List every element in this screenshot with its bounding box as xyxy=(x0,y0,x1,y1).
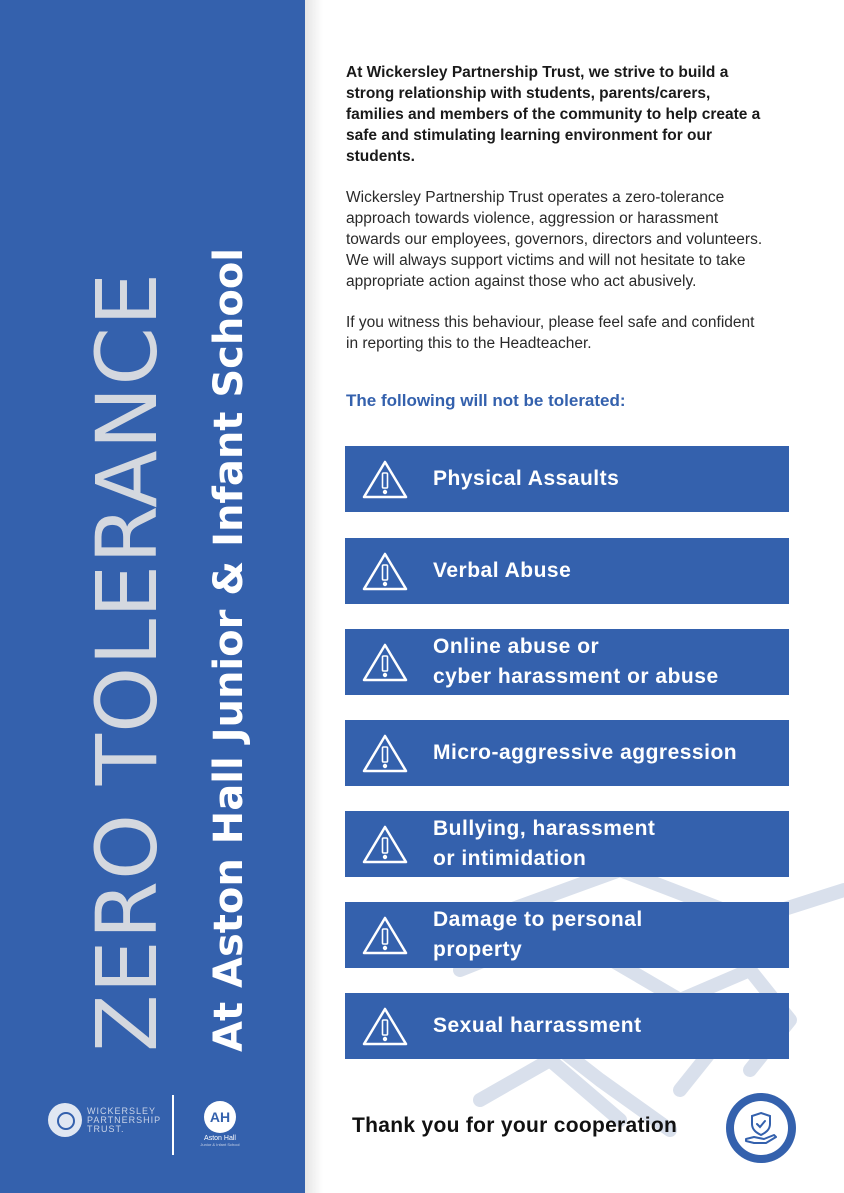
item-label: Micro-aggressive aggression xyxy=(433,741,738,764)
trust-logo-text: WICKERSLEY PARTNERSHIP TRUST. xyxy=(87,1105,162,1134)
list-item xyxy=(345,811,789,877)
item-label: Verbal Abuse xyxy=(433,559,572,582)
item-label: Bullying, harassment or intimidation xyxy=(433,817,656,870)
logo-divider xyxy=(172,1095,174,1155)
list-item xyxy=(345,902,789,968)
badge-inner xyxy=(734,1101,788,1155)
list-item xyxy=(345,993,789,1059)
zero-tolerance-title: ZERO TOLERANCE xyxy=(78,271,176,1052)
school-logo xyxy=(200,1101,240,1147)
trust-logo-icon xyxy=(48,1103,82,1137)
list-heading: The following will not be tolerated: xyxy=(346,391,626,410)
warning-icon xyxy=(361,1005,409,1047)
shield-hand-icon xyxy=(726,1093,796,1163)
item-label: Sexual harrassment xyxy=(433,1014,642,1037)
item-label: Online abuse or cyber harassment or abuse xyxy=(433,635,719,688)
warning-icon xyxy=(361,641,409,683)
panel-shadow xyxy=(305,0,323,1193)
thank-you-text: Thank you for your cooperation xyxy=(352,1114,678,1137)
list-item xyxy=(345,446,789,512)
warning-icon xyxy=(361,732,409,774)
intro-paragraph-3: If you witness this behaviour, please feel safe and confident in reporting this to the Headteacher. xyxy=(346,314,755,352)
school-logo-icon: AH xyxy=(204,1101,236,1133)
logo-bar xyxy=(48,1095,258,1155)
school-logo-sub: Junior & Infant School xyxy=(200,1142,240,1147)
school-subtitle: At Aston Hall Junior & Infant School xyxy=(206,247,252,1052)
intro-paragraph-2: Wickersley Partnership Trust operates a zero-tolerance approach towards violence, aggression or harassment towards our employees, governors, directors and volunteers. We will always support victims and will not hesitate to take appropriate action against those who act abusively. xyxy=(346,189,763,290)
item-label: Damage to personal property xyxy=(433,908,643,961)
list-item xyxy=(345,720,789,786)
warning-icon xyxy=(361,823,409,865)
intro-paragraph-1: At Wickersley Partnership Trust, we strive to build a strong relationship with students, parents/carers, families and members of the community to help create a safe and stimulating learning environment for our students. xyxy=(346,64,761,165)
trust-logo xyxy=(48,1103,162,1137)
warning-icon xyxy=(361,550,409,592)
list-item xyxy=(345,538,789,604)
warning-icon xyxy=(361,914,409,956)
list-item xyxy=(345,629,789,695)
school-logo-name: Aston Hall xyxy=(204,1135,236,1142)
shield-hand-glyph xyxy=(734,1101,788,1155)
intro-text xyxy=(346,62,766,374)
item-label: Physical Assaults xyxy=(433,467,620,490)
warning-icon xyxy=(361,458,409,500)
